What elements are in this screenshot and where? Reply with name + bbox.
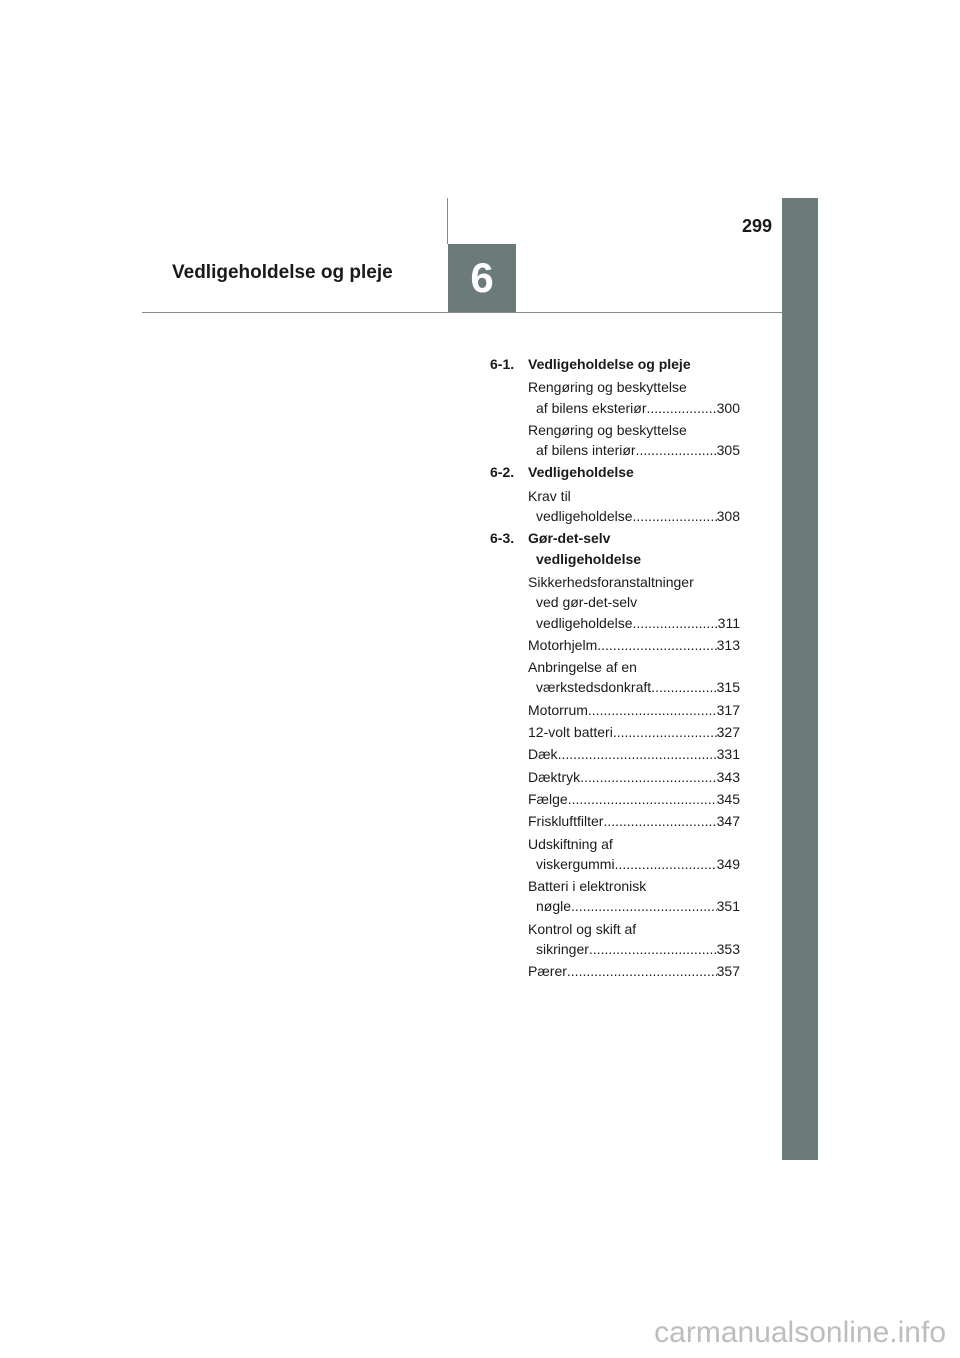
page-ref: 357: [716, 963, 740, 980]
entry-title-line: Batteri i elektronisk: [528, 878, 647, 895]
entry-last-line: [528, 744, 740, 764]
entry-title-line: værkstedsdonkraft: [536, 679, 652, 696]
entry-title-line: Motorrum: [528, 701, 588, 718]
entry-title-line: Udskiftning af: [528, 835, 613, 852]
entry-title-line: vedligeholdelse: [536, 614, 633, 631]
entry-title-line: sikringer: [536, 941, 589, 958]
page-ref: 353: [716, 941, 740, 958]
entry-title-line: viskergummi: [536, 855, 615, 872]
entry-title-line: Rengøring og beskyttelse: [528, 421, 687, 438]
section-title-line: Gør-det-selv: [528, 530, 611, 547]
entry-title-line: Sikkerhedsforanstaltninger: [528, 573, 694, 590]
entry-title-line: Rengøring og beskyttelse: [528, 379, 687, 396]
entry-last-line: [528, 722, 740, 742]
section-title-line: Vedligeholdelse og pleje: [528, 356, 691, 372]
entry-title-line: ved gør-det-selv: [536, 594, 638, 611]
entry-title-line: Motorhjelm: [528, 636, 598, 653]
header-horizontal-rule: [142, 312, 782, 313]
entry-last-line: [528, 613, 740, 633]
dot-leader: [615, 854, 717, 874]
entry-last-line: [528, 440, 740, 460]
chapter-title: Vedligeholdelse og pleje: [172, 262, 393, 283]
toc-entry[interactable]: [528, 789, 740, 809]
section-number: 6-3.: [490, 530, 515, 547]
table-of-contents: [490, 354, 740, 984]
toc-entry[interactable]: [528, 377, 740, 418]
page-ref: 300: [716, 399, 740, 416]
entry-last-line: [528, 506, 740, 526]
toc-entry[interactable]: [528, 572, 740, 633]
toc-entry[interactable]: [528, 657, 740, 698]
toc-entry[interactable]: [528, 767, 740, 787]
page-ref: 305: [716, 442, 740, 459]
toc-entry[interactable]: [528, 961, 740, 981]
page-ref: 315: [716, 679, 740, 696]
entry-title-line: Pærer: [528, 963, 567, 980]
entry-title-line: Kontrol og skift af: [528, 920, 637, 937]
dot-leader: [646, 398, 716, 418]
toc-section-heading: [490, 354, 740, 374]
entry-last-line: [528, 767, 740, 787]
dot-leader: [613, 722, 717, 742]
entry-title-line: nøgle: [536, 898, 572, 915]
entry-last-line: [528, 789, 740, 809]
dot-leader: [633, 613, 718, 633]
entry-last-line: [528, 854, 740, 874]
toc-entry[interactable]: [528, 744, 740, 764]
entry-title-line: 12-volt batteri: [528, 724, 613, 741]
page-ref: 347: [716, 813, 740, 830]
entry-last-line: [528, 398, 740, 418]
entry-title-line: af bilens interiør: [536, 442, 636, 459]
page-ref: 351: [716, 898, 740, 915]
dot-leader: [589, 939, 717, 959]
dot-leader: [580, 767, 717, 787]
entry-last-line: [528, 700, 740, 720]
section-number: 6-1.: [490, 356, 515, 372]
entry-last-line: [528, 961, 740, 981]
dot-leader: [571, 896, 717, 916]
dot-leader: [603, 811, 716, 831]
toc-entry[interactable]: [528, 834, 740, 875]
dot-leader: [588, 700, 717, 720]
entry-last-line: [528, 939, 740, 959]
page-ref: 343: [716, 768, 740, 785]
page-ref: 313: [716, 636, 740, 653]
entry-title-line: Anbringelse af en: [528, 659, 637, 676]
toc-section-heading: [490, 528, 740, 569]
toc-section-heading: [490, 462, 740, 482]
dot-leader: [558, 744, 717, 764]
page-number: 299: [741, 216, 772, 236]
toc-entry[interactable]: [528, 700, 740, 720]
dot-leader: [597, 635, 716, 655]
section-title: [528, 528, 740, 569]
dot-leader: [636, 440, 717, 460]
side-thumb-tab: [782, 198, 818, 1160]
section-number: 6-2.: [490, 464, 515, 481]
dot-leader: [651, 677, 716, 697]
entry-title-line: Dæktryk: [528, 768, 581, 785]
toc-entry[interactable]: [528, 811, 740, 831]
entry-title-line: af bilens eksteriør: [536, 399, 647, 416]
header-vertical-rule: [447, 198, 448, 244]
toc-entry[interactable]: [528, 420, 740, 461]
toc-entry[interactable]: [528, 722, 740, 742]
toc-entry[interactable]: [528, 635, 740, 655]
entry-last-line: [528, 635, 740, 655]
dot-leader: [568, 789, 717, 809]
entry-last-line: [528, 677, 740, 697]
page-ref: 308: [716, 508, 740, 525]
entry-title-line: vedligeholdelse: [536, 508, 633, 525]
toc-entry[interactable]: [528, 486, 740, 527]
entry-title-line: Dæk: [528, 746, 558, 763]
entry-last-line: [528, 811, 740, 831]
entry-title-line: Friskluftfilter: [528, 813, 604, 830]
entry-last-line: [528, 896, 740, 916]
section-title: [528, 462, 740, 482]
section-title: [528, 354, 740, 374]
entry-title-line: Krav til: [528, 487, 571, 504]
page-ref: 327: [716, 724, 740, 741]
page-ref: 317: [716, 701, 740, 718]
dot-leader: [567, 961, 717, 981]
section-title-line: Vedligeholdelse: [528, 464, 634, 481]
page-ref: 349: [716, 855, 740, 872]
watermark: carmanualsonline.info: [654, 1316, 946, 1349]
toc-entry[interactable]: [528, 919, 740, 960]
page-ref: 311: [717, 614, 740, 631]
chapter-number-box: 6: [448, 244, 516, 312]
section-title-line: vedligeholdelse: [536, 550, 642, 567]
page-ref: 345: [716, 790, 740, 807]
toc-entry[interactable]: [528, 876, 740, 917]
entry-title-line: Fælge: [528, 790, 568, 807]
dot-leader: [633, 506, 717, 526]
page-ref: 331: [716, 746, 740, 763]
